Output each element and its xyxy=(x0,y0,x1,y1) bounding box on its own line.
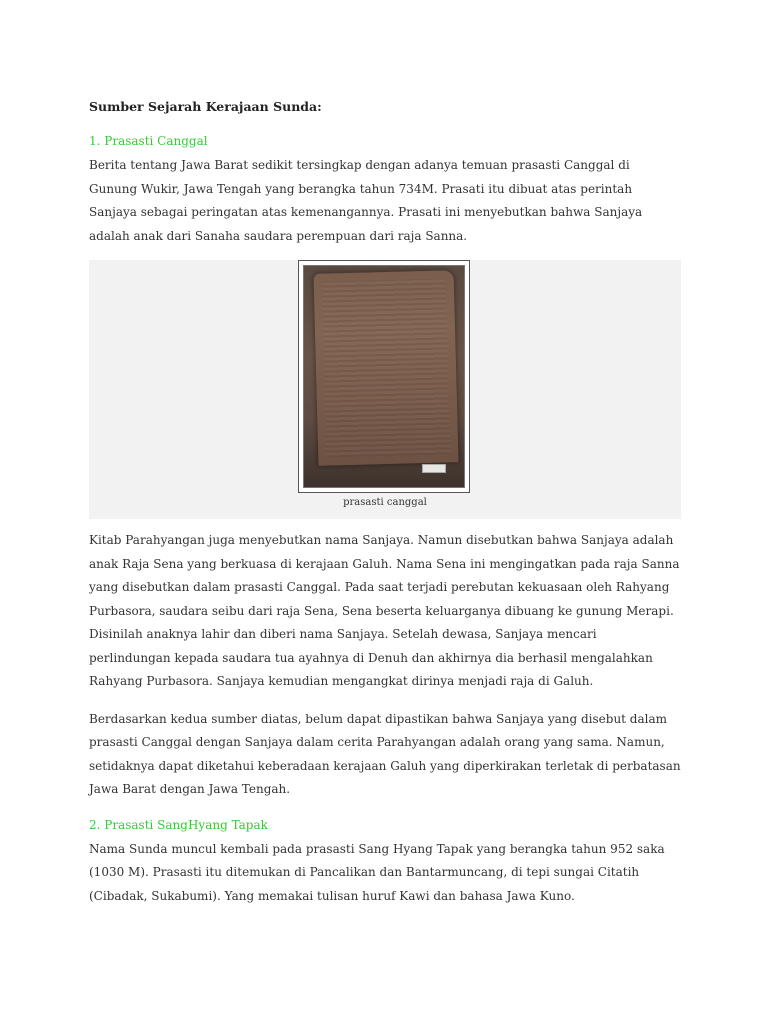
museum-plaque xyxy=(422,464,446,473)
figure xyxy=(89,260,681,519)
photo-frame xyxy=(298,260,470,493)
section-prasasti-sanghyang-tapak xyxy=(89,816,681,909)
figure-caption: prasasti canggal xyxy=(343,497,427,508)
document-page xyxy=(89,96,681,908)
document-title: Sumber Sejarah Kerajaan Sunda: xyxy=(89,99,322,114)
paragraph: Nama Sunda muncul kembali pada prasasti Sang Hyang Tapak yang berangka tahun 952 saka (1030 M). Prasasti itu ditemukan di Pancalikan dan Bantarmuncang, di tepi sungai Citatih (Cibadak, Sukabumi). Yang memakai tulisan huruf Kawi dan bahasa Jawa Kuno. xyxy=(89,841,665,903)
paragraph: Berdasarkan kedua sumber diatas, belum dapat dipastikan bahwa Sanjaya yang disebut dalam prasasti Canggal dengan Sanjaya dalam cerita Parahyangan adalah orang yang sama. Namun, setidaknya dapat diketahui keberadaan kerajaan Galuh yang diperkirakan terletak di perbatasan Jawa Barat dengan Jawa Tengah. xyxy=(89,711,681,796)
section-heading: 1. Prasasti Canggal xyxy=(89,134,208,148)
section-prasasti-canggal xyxy=(89,132,681,802)
stone-inscription-photo xyxy=(303,265,465,488)
section-heading: 2. Prasasti SangHyang Tapak xyxy=(89,817,268,832)
stone-slab xyxy=(314,270,459,466)
paragraph: Kitab Parahyangan juga menyebutkan nama Sanjaya. Namun disebutkan bahwa Sanjaya adalah anak Raja Sena yang berkuasa di kerajaan Galuh. Nama Sena ini mengingatkan pada raja Sanna yang disebutkan dalam prasasti Canggal. Pada saat terjadi perebutan kekuasaan oleh Rahyang Purbasora, saudara seibu dari raja Sena, Sena beserta keluarganya dibuang ke gunung Merapi. Disinilah anaknya lahir dan diberi nama Sanjaya. Setelah dewasa, Sanjaya mencari perlindungan kepada saudara tua ayahnya di Denuh dan akhirnya dia berhasil mengalahkan Rahyang Purbasora. Sanjaya kemudian mengangkat dirinya menjadi raja di Galuh. xyxy=(89,533,680,688)
paragraph: Berita tentang Jawa Barat sedikit tersingkap dengan adanya temuan prasasti Canggal di Gunung Wukir, Jawa Tengah yang berangka tahun 734M. Prasati itu dibuat atas perintah Sanjaya sebagai peringatan atas kemenangannya. Prasati ini menyebutkan bahwa Sanjaya adalah anak dari Sanaha saudara perempuan dari raja Sanna. xyxy=(89,158,643,243)
